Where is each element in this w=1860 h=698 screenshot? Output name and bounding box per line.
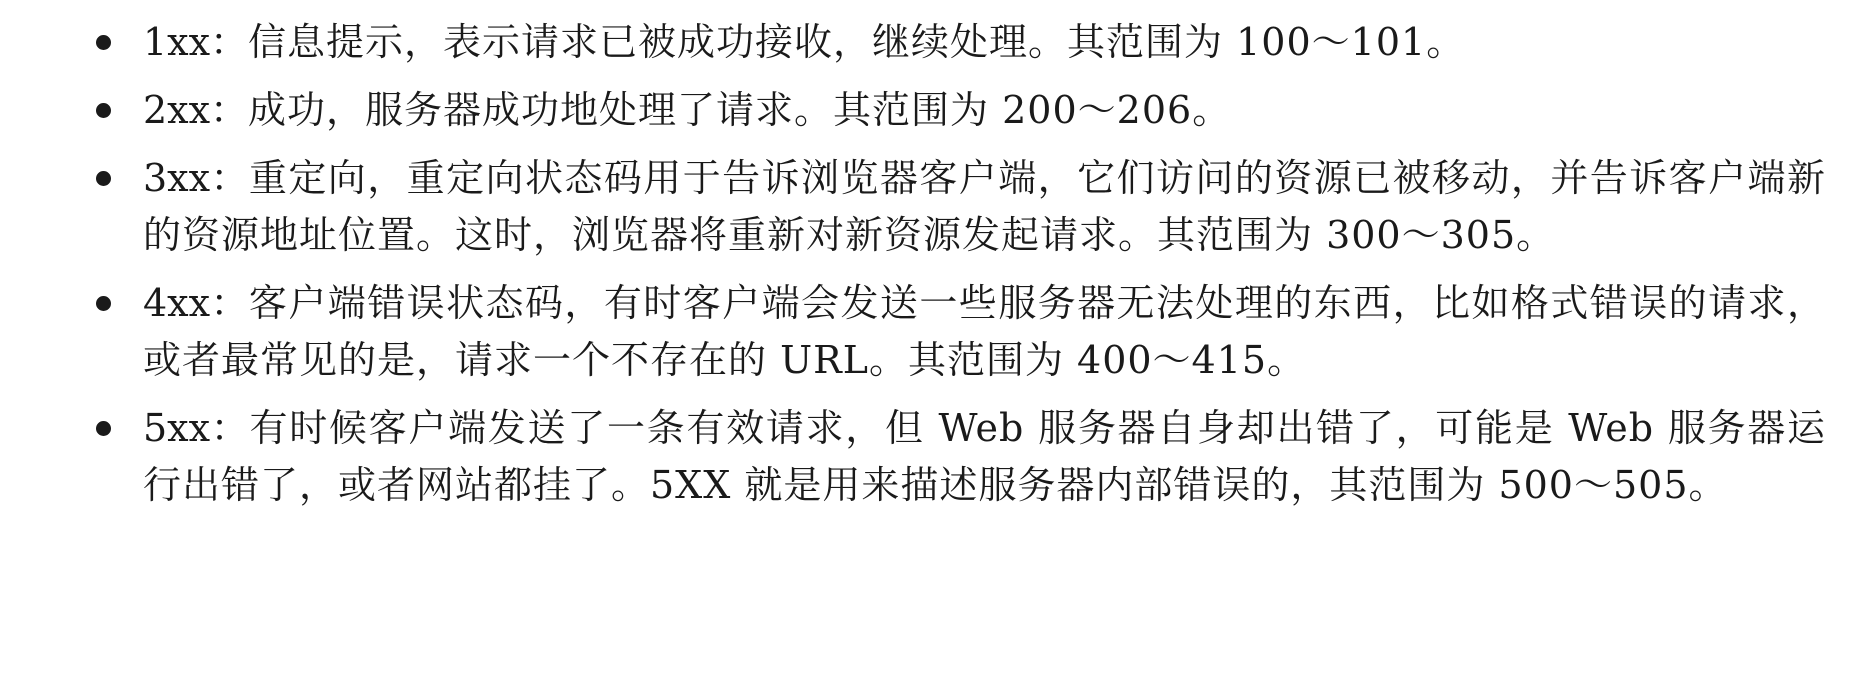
status-code-description: 有时候客户端发送了一条有效请求，但 Web 服务器自身却出错了，可能是 Web 服务器运行出错了，或者网站都挂了。5XX 就是用来描述服务器内部错误的，其范围为 500～505。	[143, 406, 1826, 507]
status-code-description: 重定向，重定向状态码用于告诉浏览器客户端，它们访问的资源已被移动，并告诉客户端新的资源地址位置。这时，浏览器将重新对新资源发起请求。其范围为 300～305。	[143, 156, 1826, 257]
status-code-description: 信息提示，表示请求已被成功接收，继续处理。其范围为 100～101。	[248, 20, 1466, 64]
bullet-icon	[96, 35, 111, 50]
bullet-icon	[96, 296, 111, 311]
list-item-1xx	[0, 14, 1826, 71]
status-code-label: 4xx：	[143, 281, 249, 325]
list-item-5xx	[0, 400, 1826, 514]
status-code-label: 1xx：	[143, 20, 249, 64]
bullet-icon	[96, 103, 111, 118]
status-code-label: 5xx：	[143, 406, 250, 450]
list-item-3xx	[0, 150, 1826, 264]
bullet-icon	[96, 421, 111, 436]
list-item-4xx	[0, 275, 1826, 389]
status-code-list	[0, 14, 1860, 525]
bullet-icon	[96, 171, 111, 186]
status-code-label: 3xx：	[143, 156, 249, 200]
status-code-description: 客户端错误状态码，有时客户端会发送一些服务器无法处理的东西，比如格式错误的请求，或者最常见的是，请求一个不存在的 URL。其范围为 400～415。	[143, 281, 1826, 382]
status-code-description: 成功，服务器成功地处理了请求。其范围为 200～206。	[248, 88, 1232, 132]
status-code-label: 2xx：	[143, 88, 249, 132]
list-item-2xx	[0, 82, 1826, 139]
